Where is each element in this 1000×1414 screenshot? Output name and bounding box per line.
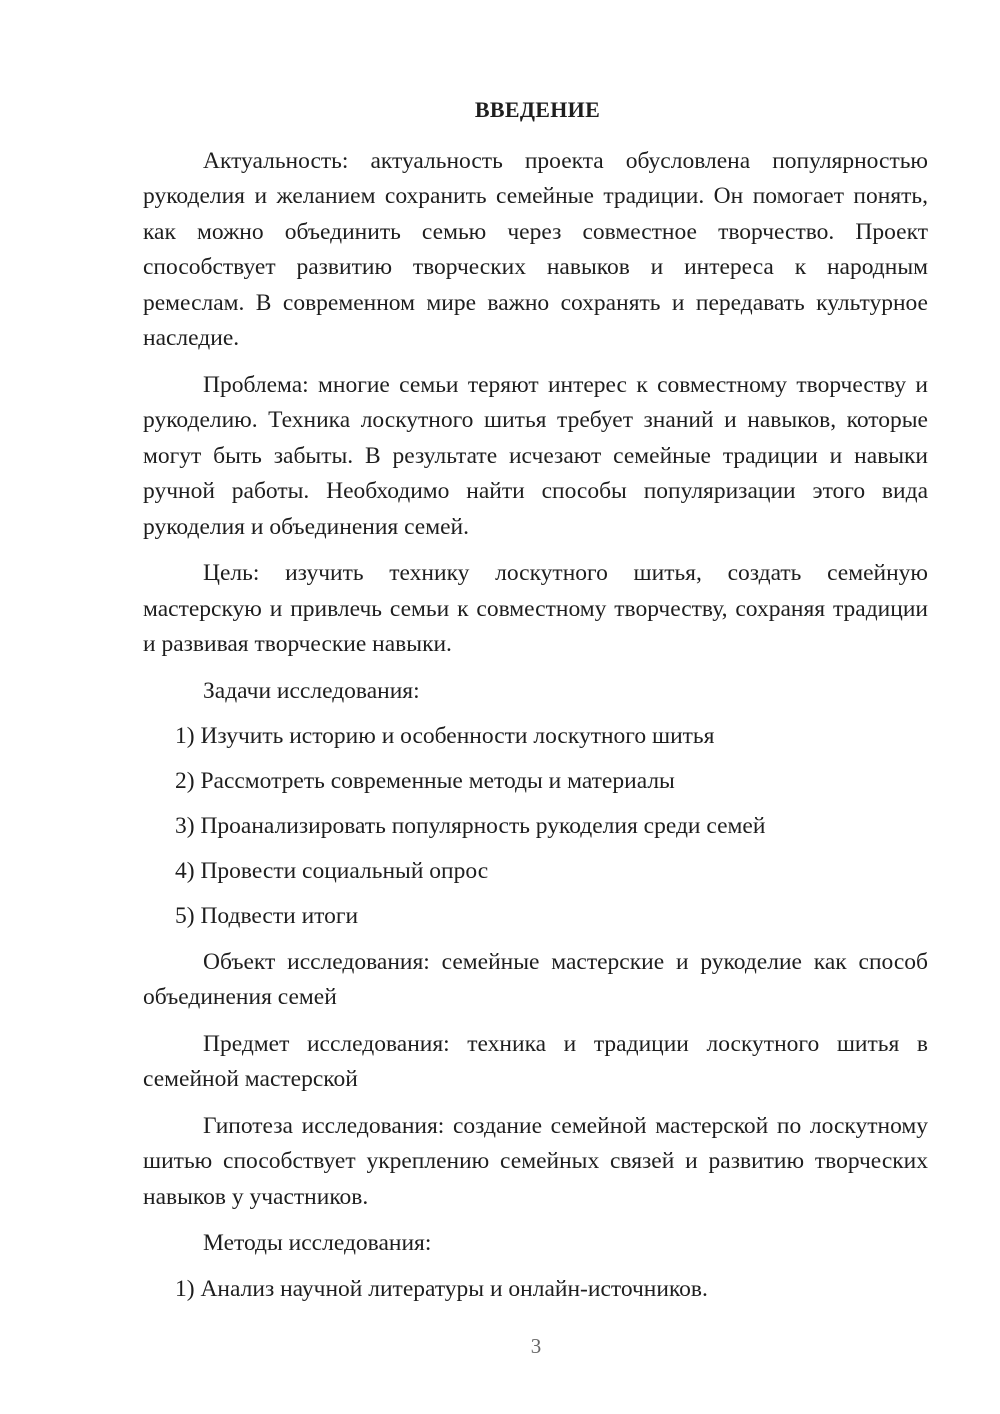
list-item: 5) Подвести итоги — [175, 903, 359, 929]
goal-paragraph: Цель: изучить технику лоскутного шитья, создать семейную мастерскую и привлечь семьи к совместному творчеству, сохраняя традиции и развивая творческие навыки. — [143, 560, 928, 657]
list-item: 3) Проанализировать популярность рукоделия среди семей — [175, 813, 766, 839]
list-item: 1) Анализ научной литературы и онлайн-источников. — [175, 1275, 708, 1302]
problem-paragraph: Проблема: многие семьи теряют интерес к совместному творчеству и рукоделию. Техника лоскутного шитья требует знаний и навыков, которые могут быть забыты. В результате исчезают семейные традиции и навыки ручной работы. Необходимо найти способы популяризации этого вида рукоделия и объединения семей. — [143, 371, 928, 540]
page-number: 3 — [530, 1334, 542, 1358]
list-item: 1) Изучить историю и особенности лоскутного шитья — [175, 723, 715, 749]
methods-list — [143, 1272, 928, 1308]
relevance-paragraph: Актуальность: актуальность проекта обусловлена популярностью рукоделия и желанием сохранить семейные традиции. Он помогает понять, как можно объединить семью через совместное творчество. Проект способствует развитию творческих навыков и интереса к народным ремеслам. В современном мире важно сохранять и передавать культурное наследие. — [143, 147, 928, 351]
tasks-list — [143, 719, 928, 935]
page-content — [143, 92, 928, 1317]
object-paragraph: Объект исследования: семейные мастерские и рукоделие как способ объединения семей — [143, 948, 928, 1010]
list-item: 4) Провести социальный опрос — [175, 858, 489, 884]
tasks-heading: Задачи исследования: — [203, 677, 420, 704]
hypothesis-paragraph: Гипотеза исследования: создание семейной мастерской по лоскутному шитью способствует укреплению семейных связей и развитию творческих навыков у участников. — [143, 1112, 928, 1210]
page-title: ВВЕДЕНИЕ — [474, 97, 601, 122]
subject-paragraph: Предмет исследования: техника и традиции лоскутного шитья в семейной мастерской — [143, 1030, 928, 1092]
methods-heading: Методы исследования: — [203, 1230, 432, 1256]
list-item: 2) Рассмотреть современные методы и материалы — [175, 768, 675, 794]
